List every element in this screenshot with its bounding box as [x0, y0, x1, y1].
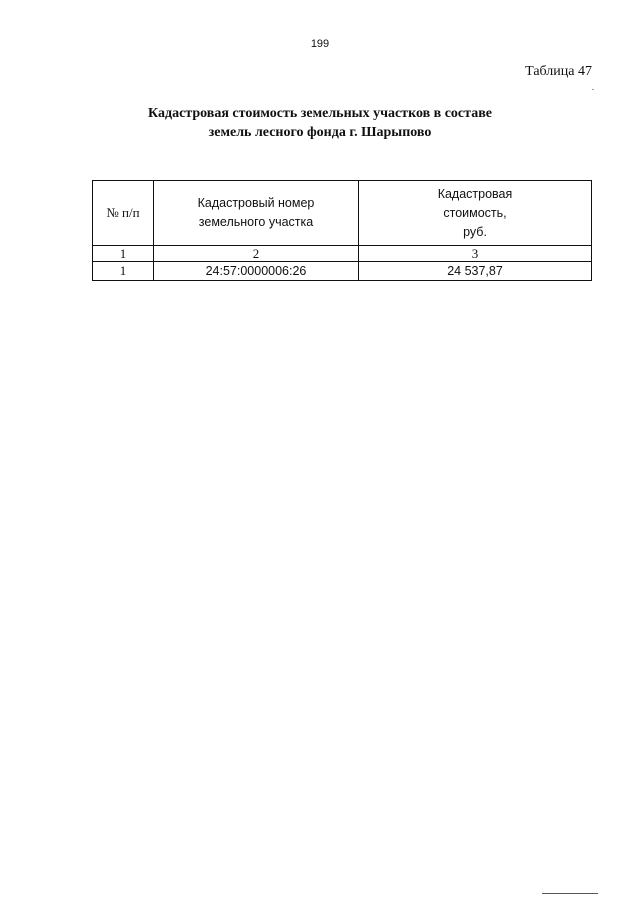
- title-line-1: Кадастровая стоимость земельных участков в составе: [148, 106, 492, 121]
- cadastral-value-table: [92, 180, 592, 281]
- header-cadastral-line-2: земельного участка: [198, 215, 314, 229]
- page-number: 199: [310, 38, 330, 50]
- title-line-2: земель лесного фонда г. Шарыпово: [208, 125, 432, 140]
- document-title: [0, 104, 640, 142]
- row-num: 1: [93, 262, 154, 281]
- bottom-mark: [542, 893, 598, 894]
- header-cost-line-1: Кадастровая: [437, 186, 513, 201]
- table-row: [93, 262, 592, 281]
- table-label: Таблица 47: [525, 64, 592, 79]
- corner-mark: [592, 89, 594, 90]
- column-index: 1: [93, 246, 154, 262]
- header-num: № п/п: [93, 181, 154, 246]
- header-cadastral-line-1: Кадастровый номер: [197, 196, 315, 210]
- cadastral-number-cell: 24:57:0000006:26: [154, 262, 359, 281]
- header-cost-line-3: руб.: [463, 224, 487, 239]
- cadastral-cost-cell: 24 537,87: [359, 262, 592, 281]
- column-index: 2: [154, 246, 359, 262]
- header-cadastral-cost: [359, 181, 592, 246]
- header-row: [93, 181, 592, 246]
- column-index: 3: [359, 246, 592, 262]
- header-cost-line-2: стоимость,: [443, 205, 507, 220]
- column-index-row: [93, 246, 592, 262]
- header-cadastral-number: [154, 181, 359, 246]
